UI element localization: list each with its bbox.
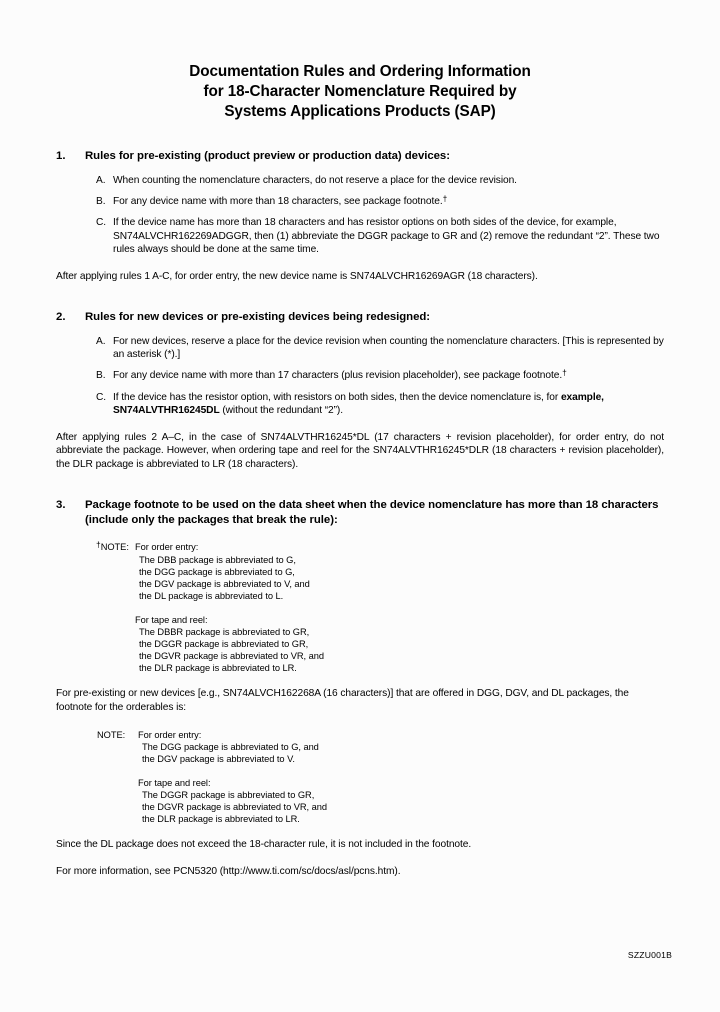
- item-text-suffix: (without the redundant “2”).: [219, 405, 343, 417]
- section-title-3: Package footnote to be used on the data sheet when the device nomenclature has more than 18 characters (include only the packages that break the rule):: [85, 499, 659, 526]
- note-line: the DGGR package is abbreviated to GR,: [139, 639, 309, 650]
- bridge-paragraph: For pre-existing or new devices [e.g., SN74ALVCH162268A (16 characters)] that are offered in DGG, DGV, and DL packages, the footnote for the orderables is:: [56, 688, 629, 713]
- item-text-prefix: If the device has the resistor option, with resistors on both sides, then the device nomenclature is, for: [113, 391, 561, 403]
- note-group-tape-and-reel: [135, 614, 664, 674]
- item-letter: A.: [96, 174, 106, 186]
- item-text-emphasis: example, SN74ALVTHR16245DL: [113, 391, 604, 417]
- item-letter: B.: [96, 195, 106, 207]
- section-2-closing-paragraph: After applying rules 2 A–C, in the case of SN74ALVTHR16245*DL (17 characters + revision placeholder), for order entry, do not abbreviate the package. However, when ordering tape and reel for the SN74ALVTHR16245*DLR (18 characters + revision placeholder), the DLR package is abbreviated to LR (18 characters).: [56, 431, 664, 470]
- note-label-secondary: NOTE:: [97, 729, 126, 740]
- item-text: [113, 195, 664, 208]
- note-group-heading: For order entry:: [135, 542, 199, 553]
- footnote-dagger-icon: †: [96, 539, 101, 550]
- section-1-closing-paragraph: After applying rules 1 A-C, for order entry, the new device name is SN74ALVCHR16269AGR (18 characters).: [56, 270, 538, 282]
- document-id-label: SZZU001B: [627, 950, 672, 960]
- note-line: the DGV package is abbreviated to V, and: [139, 578, 310, 589]
- note-line: The DBBR package is abbreviated to GR,: [139, 627, 310, 637]
- item-text-body: For any device name with more than 17 characters (plus revision placeholder), see package footnote.: [113, 370, 563, 382]
- note-line: the DLR package is abbreviated to LR.: [142, 814, 300, 825]
- list-item: [96, 391, 664, 418]
- section-2-items: [56, 335, 664, 418]
- item-text: [113, 391, 664, 418]
- note-line: The DGGR package is abbreviated to GR,: [142, 789, 315, 800]
- footnote-dagger-marker: †: [562, 367, 567, 378]
- note-label-text: NOTE:: [100, 542, 129, 553]
- note-line: The DBB package is abbreviated to G,: [139, 554, 296, 565]
- item-letter: C.: [96, 391, 107, 403]
- section-number-2: 2.: [56, 311, 66, 324]
- item-text: For new devices, reserve a place for the device revision when counting the nomenclature characters. [This is represented by an asterisk (*).]: [113, 335, 664, 361]
- dl-rule-paragraph: Since the DL package does not exceed the 18-character rule, it is not included in the footnote.: [56, 839, 472, 851]
- item-text: When counting the nomenclature characters, do not reserve a place for the device revision.: [113, 174, 517, 186]
- list-item: [96, 335, 664, 362]
- list-item: [96, 195, 664, 208]
- title-line-1: Documentation Rules and Ordering Information: [189, 63, 531, 80]
- note-label-primary: [96, 541, 129, 553]
- note-group-tape-and-reel: [138, 777, 664, 825]
- list-item: [96, 216, 664, 256]
- title-line-3: Systems Applications Products (SAP): [224, 103, 496, 120]
- section-1-items: [56, 174, 664, 257]
- footnote-dagger-marker: †: [442, 193, 448, 204]
- note-line: The DGG package is abbreviated to G, and: [142, 741, 319, 752]
- footnote-note-secondary: [97, 729, 664, 826]
- item-letter: B.: [96, 370, 106, 382]
- note-line: the DGVR package is abbreviated to VR, and: [142, 802, 327, 813]
- note-line: the DLR package is abbreviated to LR.: [139, 663, 297, 674]
- list-item: [96, 174, 664, 187]
- list-item: [96, 369, 664, 382]
- note-group-heading: For tape and reel:: [135, 614, 208, 625]
- item-letter: C.: [96, 217, 107, 229]
- note-group-order-entry: [138, 729, 664, 765]
- section-title-2: Rules for new devices or pre-existing devices being redesigned:: [85, 311, 431, 324]
- note-group-order-entry: [135, 541, 664, 601]
- item-text: [113, 369, 664, 382]
- note-line: the DGG package is abbreviated to G,: [139, 566, 295, 577]
- item-letter: A.: [96, 335, 106, 347]
- note-line: the DL package is abbreviated to L.: [139, 590, 284, 601]
- note-line: the DGV package is abbreviated to V.: [142, 753, 295, 764]
- section-number-3: 3.: [56, 499, 66, 512]
- note-body-primary: [135, 541, 664, 674]
- page-content: [56, 0, 664, 878]
- section-heading-3: [56, 498, 664, 527]
- more-information-paragraph: For more information, see PCN5320 (http://www.ti.com/sc/docs/asl/pcns.htm).: [56, 865, 401, 877]
- note-line: the DGVR package is abbreviated to VR, and: [139, 651, 324, 662]
- page-title: [56, 62, 664, 122]
- note-group-heading: For tape and reel:: [138, 777, 211, 788]
- section-title-1: Rules for pre-existing (product preview or production data) devices:: [85, 150, 450, 162]
- section-heading-2: [56, 310, 664, 325]
- section-number-1: 1.: [56, 150, 66, 162]
- item-text: If the device name has more than 18 characters and has resistor options on both sides of the device, for example, SN74ALVCHR162269ADGGR, then (1) abbreviate the DGGR package to GR and (2) remove the redundant “2”. These two rules always should be done at the same time.: [113, 217, 660, 256]
- item-text-body: For any device name with more than 18 characters, see package footnote.: [113, 195, 443, 207]
- title-line-2: for 18-Character Nomenclature Required by: [203, 83, 517, 100]
- note-body-secondary: [138, 729, 664, 826]
- section-heading-1: [56, 149, 664, 164]
- note-group-heading: For order entry:: [138, 729, 202, 740]
- footnote-note-primary: [97, 541, 664, 674]
